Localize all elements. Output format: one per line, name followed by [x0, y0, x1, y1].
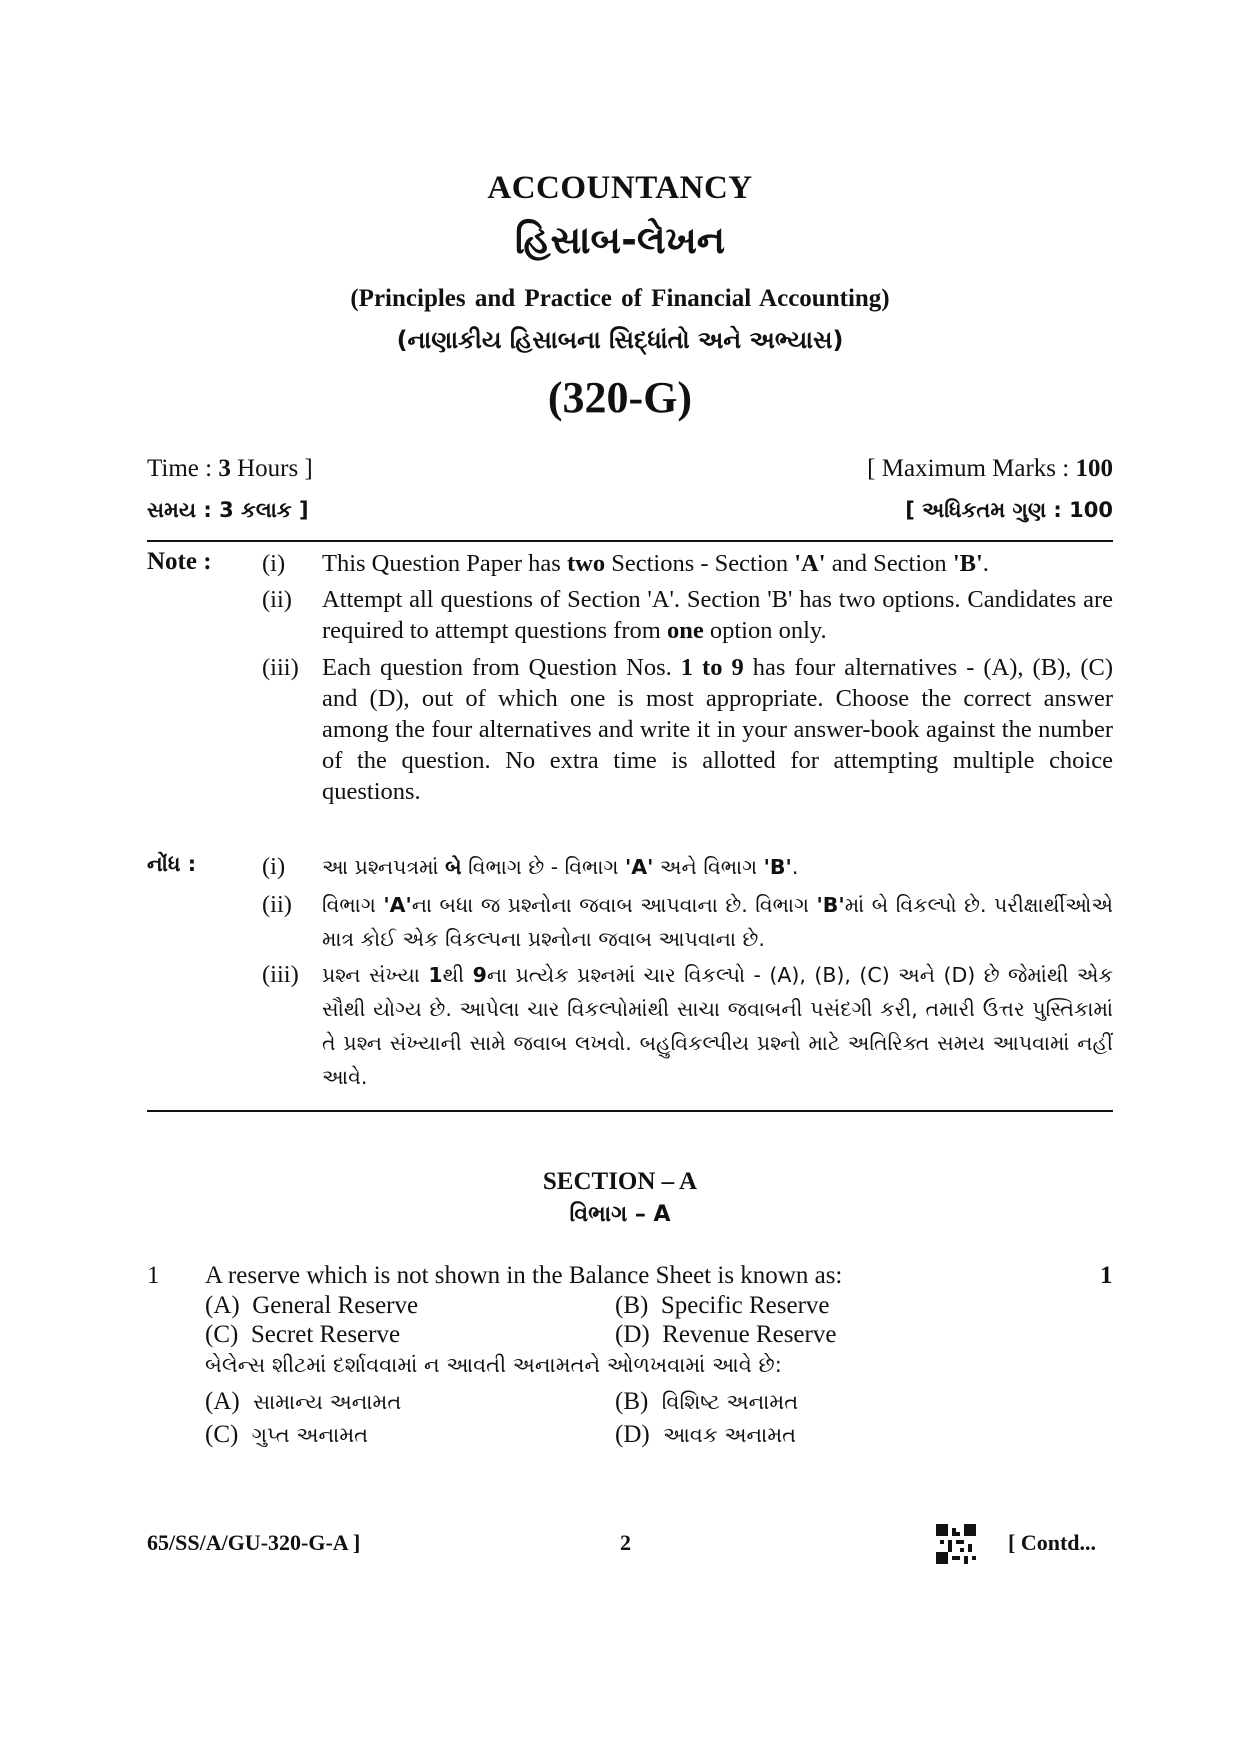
subject-subtitle: (Principles and Practice of Financial Accounting)	[350, 285, 890, 312]
time-allowed-gujarati: સમય : 3 કલાક ]	[147, 498, 309, 522]
divider	[147, 1110, 1113, 1112]
question-text-gujarati: બેલેન્સ શીટમાં દર્શાવવામાં ન આવતી અનામતને ઓળખવામાં આવે છે:	[205, 1353, 782, 1377]
option-b-gujarati: (B) વિશિષ્ટ અનામત	[615, 1388, 799, 1415]
continued-label: [ Contd...	[1008, 1530, 1097, 1555]
option-a-gujarati: (A) સામાન્ય અનામત	[205, 1388, 402, 1415]
question-text: A reserve which is not shown in the Balance Sheet is known as:	[205, 1262, 843, 1289]
note-text-gujarati: વિભાગ 'A'ના બધા જ પ્રશ્નોના જવાબ આપવાના છે. વિભાગ 'B'માં બે વિકલ્પો છે. પરીક્ષાર્થીઓએ માત્ર કોઈ એક વિકલ્પના પ્રશ્નોના જવાબ આપવાના છે.	[322, 893, 1113, 951]
option-d-gujarati: (D) આવક અનામત	[615, 1421, 797, 1448]
section-heading-gujarati: વિભાગ – A	[569, 1202, 671, 1227]
note-label: Note :	[147, 548, 212, 575]
subject-title: ACCOUNTANCY	[487, 170, 753, 206]
note-text: Each question from Question Nos. 1 to 9 has four alternatives - (A), (B), (C) and (D), out of which one is most appropriate. Choose the correct answer among the four alternatives and write it in your answer-book against the number of the question. No extra time is allotted for attempting multiple choice questions.	[322, 654, 1113, 805]
page-number: 2	[620, 1530, 631, 1555]
subject-title-gujarati: હિસાબ-લેખન	[514, 218, 726, 262]
time-allowed: Time : 3 Hours ]	[147, 455, 313, 482]
note-text: This Question Paper has two Sections - Section 'A' and Section 'B'.	[322, 550, 989, 577]
note-text-gujarati: પ્રશ્ન સંખ્યા 1થી 9ના પ્રત્યેક પ્રશ્નમાં ચાર વિકલ્પો - (A), (B), (C) અને (D) છે જેમાંથી એક સૌથી યોગ્ય છે. આપેલા ચાર વિકલ્પોમાંથી સાચા જવાબની પસંદગી કરી, તમારી ઉત્તર પુસ્તિકામાં તે પ્રશ્ન સંખ્યાની સામે જવાબ લખવો. બહુવિકલ્પીય પ્રશ્નો માટે અતિરિક્ત સમય આપવામાં નહીં આવે.	[322, 963, 1113, 1089]
paper-code: (320-G)	[547, 373, 693, 422]
footer-paper-code: 65/SS/A/GU-320-G-A ]	[147, 1530, 361, 1555]
note-text-gujarati: આ પ્રશ્નપત્રમાં બે વિભાગ છે - વિભાગ 'A' અને વિભાગ 'B'.	[322, 855, 799, 879]
option-c: (C) Secret Reserve	[205, 1321, 401, 1348]
option-a: (A) General Reserve	[205, 1292, 419, 1319]
maximum-marks: [ Maximum Marks : 100	[867, 455, 1113, 482]
question-number: 1	[147, 1262, 160, 1289]
option-c-gujarati: (C) ગુપ્ત અનામત	[205, 1421, 369, 1448]
note-label-gujarati: નોંધ :	[147, 852, 197, 876]
subject-subtitle-gujarati: (નાણાકીય હિસાબના સિદ્ધાંતો અને અભ્યાસ)	[396, 326, 844, 354]
section-heading: SECTION – A	[542, 1168, 698, 1195]
option-b: (B) Specific Reserve	[615, 1292, 830, 1319]
qr-code-icon	[936, 1524, 976, 1564]
divider	[147, 540, 1113, 542]
note-text: Attempt all questions of Section 'A'. Section 'B' has two options. Candidates are required to attempt questions from one option only.	[322, 586, 1113, 644]
maximum-marks-gujarati: [ અધિકતમ ગુણ : 100	[905, 498, 1113, 522]
question-marks: 1	[1100, 1262, 1113, 1289]
option-d: (D) Revenue Reserve	[615, 1321, 837, 1348]
